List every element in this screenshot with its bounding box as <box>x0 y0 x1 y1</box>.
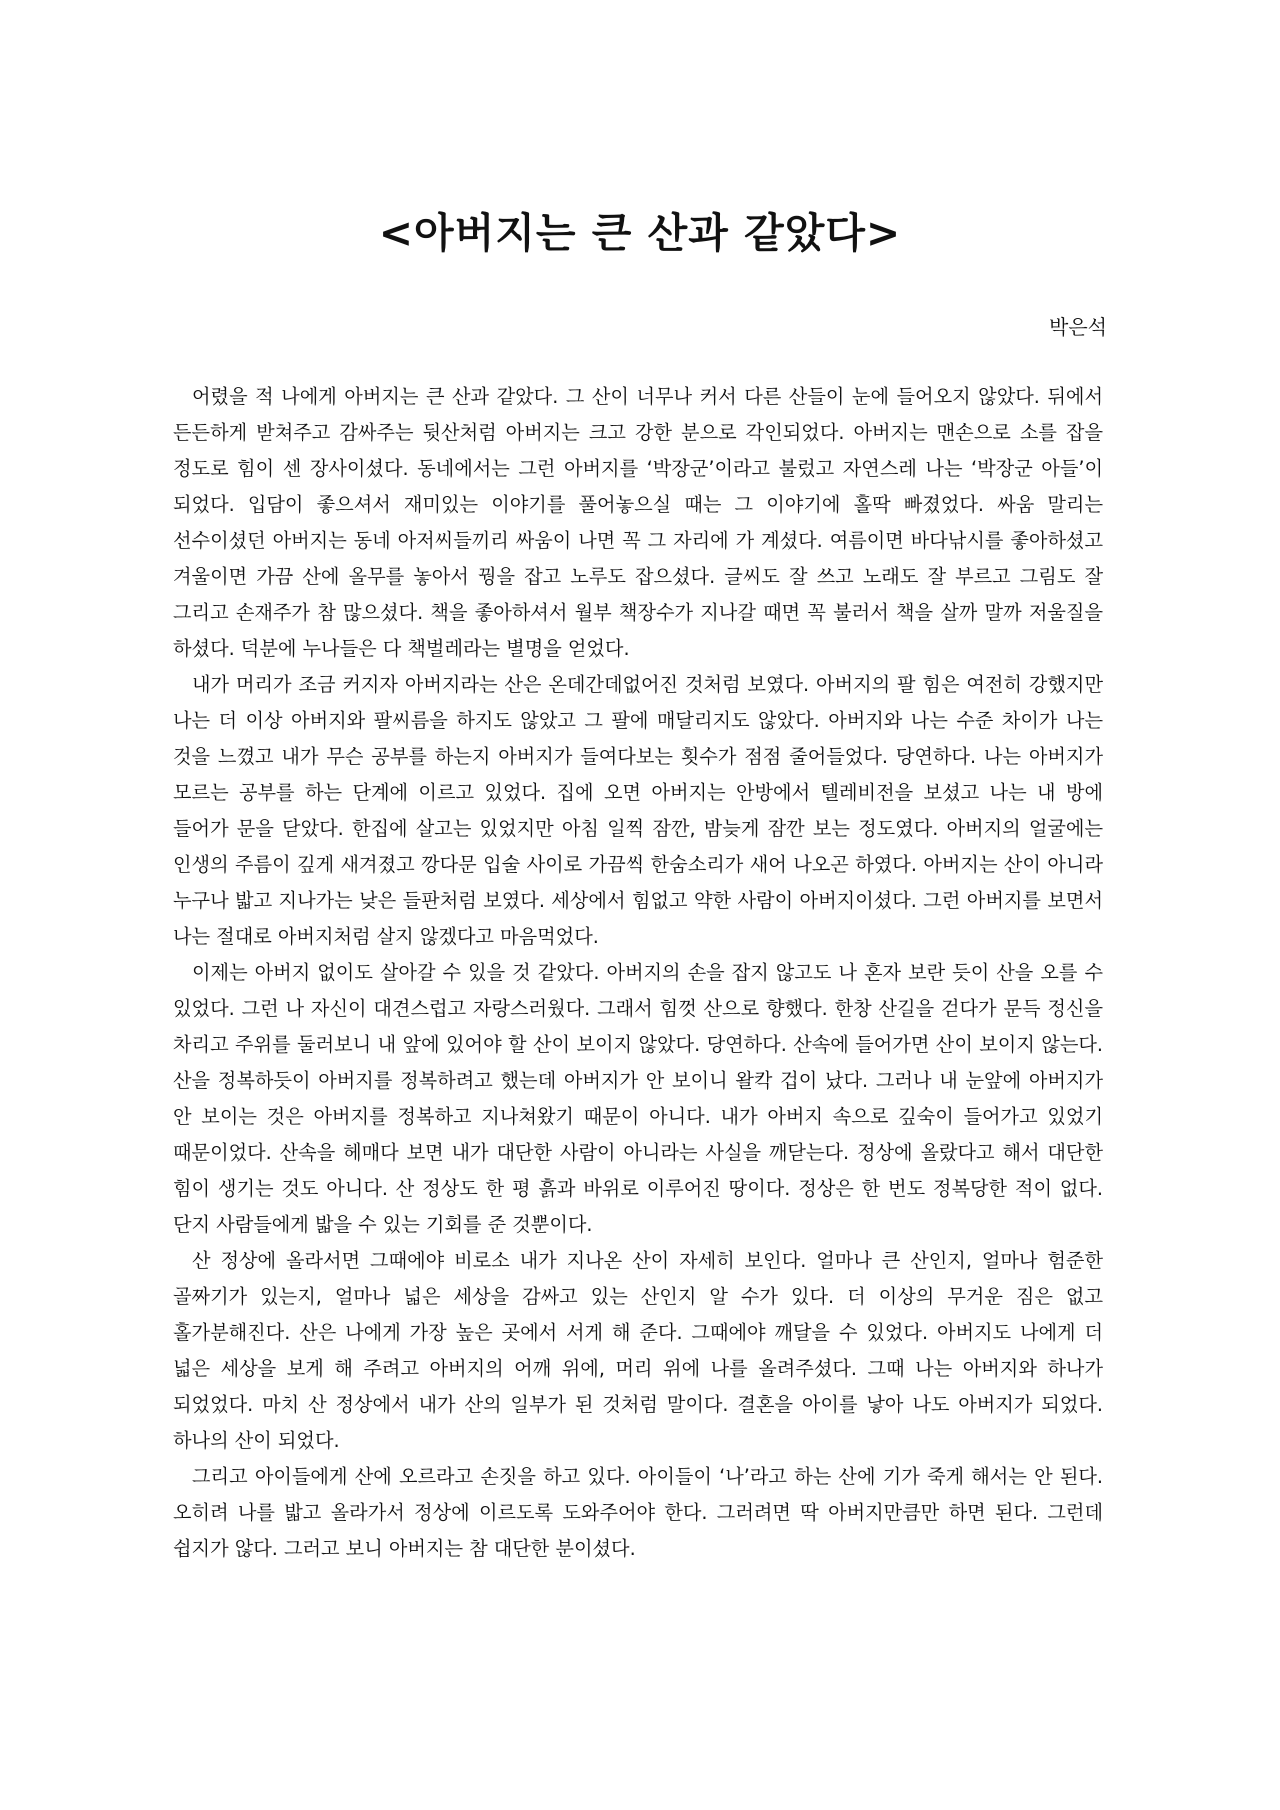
paragraph: 그리고 아이들에게 산에 오르라고 손짓을 하고 있다. 아이들이 ‘나’라고 하는 산에 기가 죽게 해서는 안 된다. 오히려 나를 밟고 올라가서 정상에 이르도록 도와주어야 한다. 그러려면 딱 아버지만큼만 하면 된다. 그런데 쉽지가 않다. 그러고 보니 아버지는 참 대단한 분이셨다. <box>173 1465 1103 1560</box>
paragraph: 내가 머리가 조금 커지자 아버지라는 산은 온데간데없어진 것처럼 보였다. 아버지의 팔 힘은 여전히 강했지만 나는 더 이상 아버지와 팔씨름을 하지도 않았고 그 팔에 매달리지도 않았다. 아버지와 나는 수준 차이가 나는 것을 느꼈고 내가 무슨 공부를 하는지 아버지가 들여다보는 횟수가 점점 줄어들었다. 당연하다. 나는 아버지가 모르는 공부를 하는 단계에 이르고 있었다. 집에 오면 아버지는 안방에서 텔레비전을 보셨고 나는 내 방에 들어가 문을 닫았다. 한집에 살고는 있었지만 아침 일찍 잠깐, 밤늦게 잠깐 보는 정도였다. 아버지의 얼굴에는 인생의 주름이 깊게 새겨졌고 깡다문 입술 사이로 가끔씩 한숨소리가 새어 나오곤 하였다. 아버지는 산이 아니라 누구나 밟고 지나가는 낮은 들판처럼 보였다. 세상에서 힘없고 약한 사람이 아버지이셨다. 그런 아버지를 보면서 나는 절대로 아버지처럼 살지 않겠다고 마음먹었다. <box>173 673 1103 948</box>
paragraph: 산 정상에 올라서면 그때에야 비로소 내가 지나온 산이 자세히 보인다. 얼마나 큰 산인지, 얼마나 험준한 골짜기가 있는지, 얼마나 넓은 세상을 감싸고 있는 산인지 알 수가 있다. 더 이상의 무거운 짐은 없고 홀가분해진다. 산은 나에게 가장 높은 곳에서 서게 해 준다. 그때에야 깨달을 수 있었다. 아버지도 나에게 더 넓은 세상을 보게 해 주려고 아버지의 어깨 위에, 머리 위에 나를 올려주셨다. 그때 나는 아버지와 하나가 되었었다. 마치 산 정상에서 내가 산의 일부가 된 것처럼 말이다. 결혼을 아이를 낳아 나도 아버지가 되었다. 하나의 산이 되었다. <box>173 1249 1103 1452</box>
document-title: <아버지는 큰 산과 같았다> <box>378 209 902 257</box>
paragraph: 이제는 아버지 없이도 살아갈 수 있을 것 같았다. 아버지의 손을 잡지 않고도 나 혼자 보란 듯이 산을 오를 수 있었다. 그런 나 자신이 대견스럽고 자랑스러웠다. 그래서 힘껏 산으로 향했다. 한창 산길을 걷다가 문득 정신을 차리고 주위를 둘러보니 내 앞에 있어야 할 산이 보이지 않았다. 당연하다. 산속에 들어가면 산이 보이지 않는다. 산을 정복하듯이 아버지를 정복하려고 했는데 아버지가 안 보이니 왈칵 겁이 났다. 그러나 내 눈앞에 아버지가 안 보이는 것은 아버지를 정복하고 지나쳐왔기 때문이 아니다. 내가 아버지 속으로 깊숙이 들어가고 있었기 때문이었다. 산속을 헤매다 보면 내가 대단한 사람이 아니라는 사실을 깨닫는다. 정상에 올랐다고 해서 대단한 힘이 생기는 것도 아니다. 산 정상도 한 평 흙과 바위로 이루어진 땅이다. 정상은 한 번도 정복당한 적이 없다. 단지 사람들에게 밟을 수 있는 기회를 준 것뿐이다. <box>173 961 1103 1236</box>
essay-body <box>173 379 1103 1567</box>
author-name: 박은석 <box>1049 315 1107 339</box>
paragraph: 어렸을 적 나에게 아버지는 큰 산과 같았다. 그 산이 너무나 커서 다른 산들이 눈에 들어오지 않았다. 뒤에서 든든하게 받쳐주고 감싸주는 뒷산처럼 아버지는 크고 강한 분으로 각인되었다. 아버지는 맨손으로 소를 잡을 정도로 힘이 센 장사이셨다. 동네에서는 그런 아버지를 ‘박장군’이라고 불렀고 자연스레 나는 ‘박장군 아들’이 되었다. 입담이 좋으셔서 재미있는 이야기를 풀어놓으실 때는 그 이야기에 홀딱 빠졌었다. 싸움 말리는 선수이셨던 아버지는 동네 아저씨들끼리 싸움이 나면 꼭 그 자리에 가 계셨다. 여름이면 바다낚시를 좋아하셨고 겨울이면 가끔 산에 올무를 놓아서 꿩을 잡고 노루도 잡으셨다. 글씨도 잘 쓰고 노래도 잘 부르고 그림도 잘 그리고 손재주가 참 많으셨다. 책을 좋아하셔서 월부 책장수가 지나갈 때면 꼭 불러서 책을 살까 말까 저울질을 하셨다. 덕분에 누나들은 다 책벌레라는 별명을 얻었다. <box>173 385 1103 660</box>
